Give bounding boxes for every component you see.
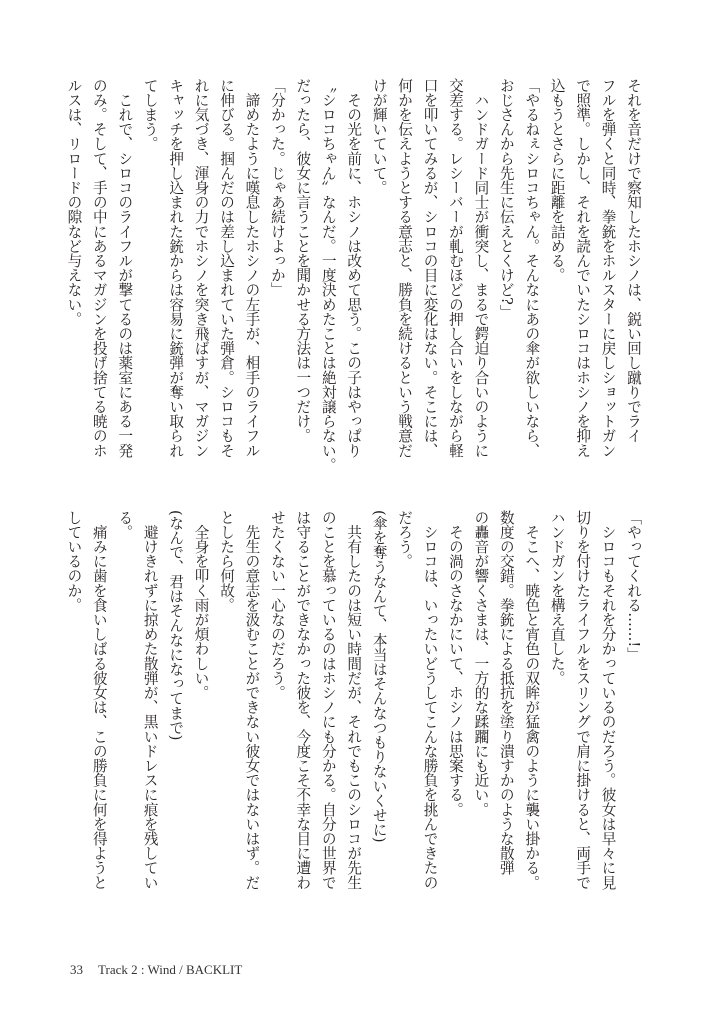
text-column: で照準。しかし、それを読んでいたシロコはホシノを抑え (574, 78, 592, 458)
text-column: フルを弾くと同時、拳銃をホルスターに戻しショットガン (599, 78, 617, 458)
text-column: 「分かった。じゃあ続けよっか」 (268, 78, 286, 297)
text-column: 全身を叩く雨が煩わしい。 (192, 510, 210, 700)
text-column: それを音だけで察知したホシノは、鋭い回し蹴りでライ (625, 78, 642, 443)
text-column: ハンドガンを構え直した。 (548, 510, 566, 686)
text-column: 痛みに歯を食いしばる彼女は、この勝負に何を得ようと (90, 510, 108, 890)
text-block-bottom (60, 510, 646, 930)
text-column: だろう。 (396, 510, 414, 569)
text-column: シロコもそれを分かっているのだろう。彼女は早々に見 (599, 510, 617, 890)
text-column: ハンドガード同士が衝突し、まるで鍔迫り合いのように (472, 78, 490, 458)
text-column: せたくない一心なのだろう。 (268, 510, 286, 700)
text-column: しているのか。 (65, 510, 83, 613)
text-column: おじさんから先生に伝えとくけど?」 (497, 78, 515, 320)
text-column: 込もうとさらに距離を詰める。 (548, 78, 566, 283)
text-block-top (60, 78, 646, 498)
text-column: そこへ、暁色と宵色の双眸が猛禽のように襲い掛かる。 (523, 510, 541, 890)
text-column: 共有したのは短い時間だが、それでもこのシロコが先生 (345, 510, 363, 890)
text-column: る。 (116, 510, 134, 540)
page-footer (70, 962, 242, 978)
text-column: だったら、彼女に言うことを聞かせる方法は一つだけ。 (294, 78, 312, 443)
text-column: (傘を奪うなんて、本当はそんなつもりないくせに) (370, 510, 388, 843)
text-column: 避けきれずに掠めた散弾が、黒いドレスに痕を残してい (141, 510, 159, 890)
text-column: 「やるねぇシロコちゃん。そんなにあの傘が欲しいなら、 (523, 78, 541, 458)
text-column: 先生の意志を汲むことができない彼女ではないはず。だ (243, 510, 261, 890)
text-column: てしまう。 (141, 78, 159, 151)
text-column: としたら何故。 (218, 510, 235, 613)
text-column: れに気づき、渾身の力でホシノを突き飛ばすが、マガジン (192, 78, 210, 458)
running-title: Track 2 : Wind / BACKLIT (98, 962, 243, 977)
page-number: 33 (70, 962, 83, 977)
text-column: 何かを伝えようとする意志と、勝負を続けるという戦意だ (396, 78, 414, 458)
text-column: けが輝いていて。 (370, 78, 388, 195)
text-column: シロコは、いったいどうしてこんな勝負を挑んできたの (421, 510, 439, 890)
text-column: その渦のさなかにいて、ホシノは思案する。 (446, 510, 464, 817)
text-column: のみ。そして、手の中にあるマガジンを投げ捨てる暁のホ (90, 78, 108, 458)
text-column: 「やってくれる……!」 (625, 510, 642, 662)
text-column: 〝シロコちゃん〟なんだ。一度決めたことは絶対譲らない。 (319, 78, 337, 473)
text-column: 切りを付けたライフルをスリングで肩に掛けると、両手で (574, 510, 592, 890)
text-column: 口を叩いてみるが、シロコの目に変化はない。そこには、 (421, 78, 439, 458)
text-column: その光を前に、ホシノは改めて思う。この子はやっぱり (345, 78, 363, 458)
text-column: の轟音が響くさまは、一方的な蹂躙にも近い。 (472, 510, 490, 817)
text-column: のことを慕っているのはホシノにも分かる。自分の世界で (319, 510, 337, 890)
text-column: (なんで、君はそんなになってまで) (167, 510, 185, 741)
text-column: 交差する。レシーバーが軋むほどの押し合いをしながら軽 (446, 78, 464, 458)
text-column: ルスは、リロードの隙など与えない。 (65, 78, 83, 327)
text-column: 諦めたように嘆息したホシノの左手が、相手のライフル (243, 78, 261, 458)
text-column: キャッチを押し込まれた銃からは容易に銃弾が奪い取られ (167, 78, 185, 458)
text-column: 数度の交錯。拳銃による抵抗を塗り潰すかのような散弾 (497, 510, 515, 875)
text-column: これで、シロコのライフルが撃てるのは薬室にある一発 (116, 78, 134, 458)
text-column: に伸びる。掴んだのは差し込まれていた弾倉。シロコもそ (218, 78, 235, 458)
text-column: は守ることができなかった彼を、今度こそ不幸な目に遭わ (294, 510, 312, 890)
